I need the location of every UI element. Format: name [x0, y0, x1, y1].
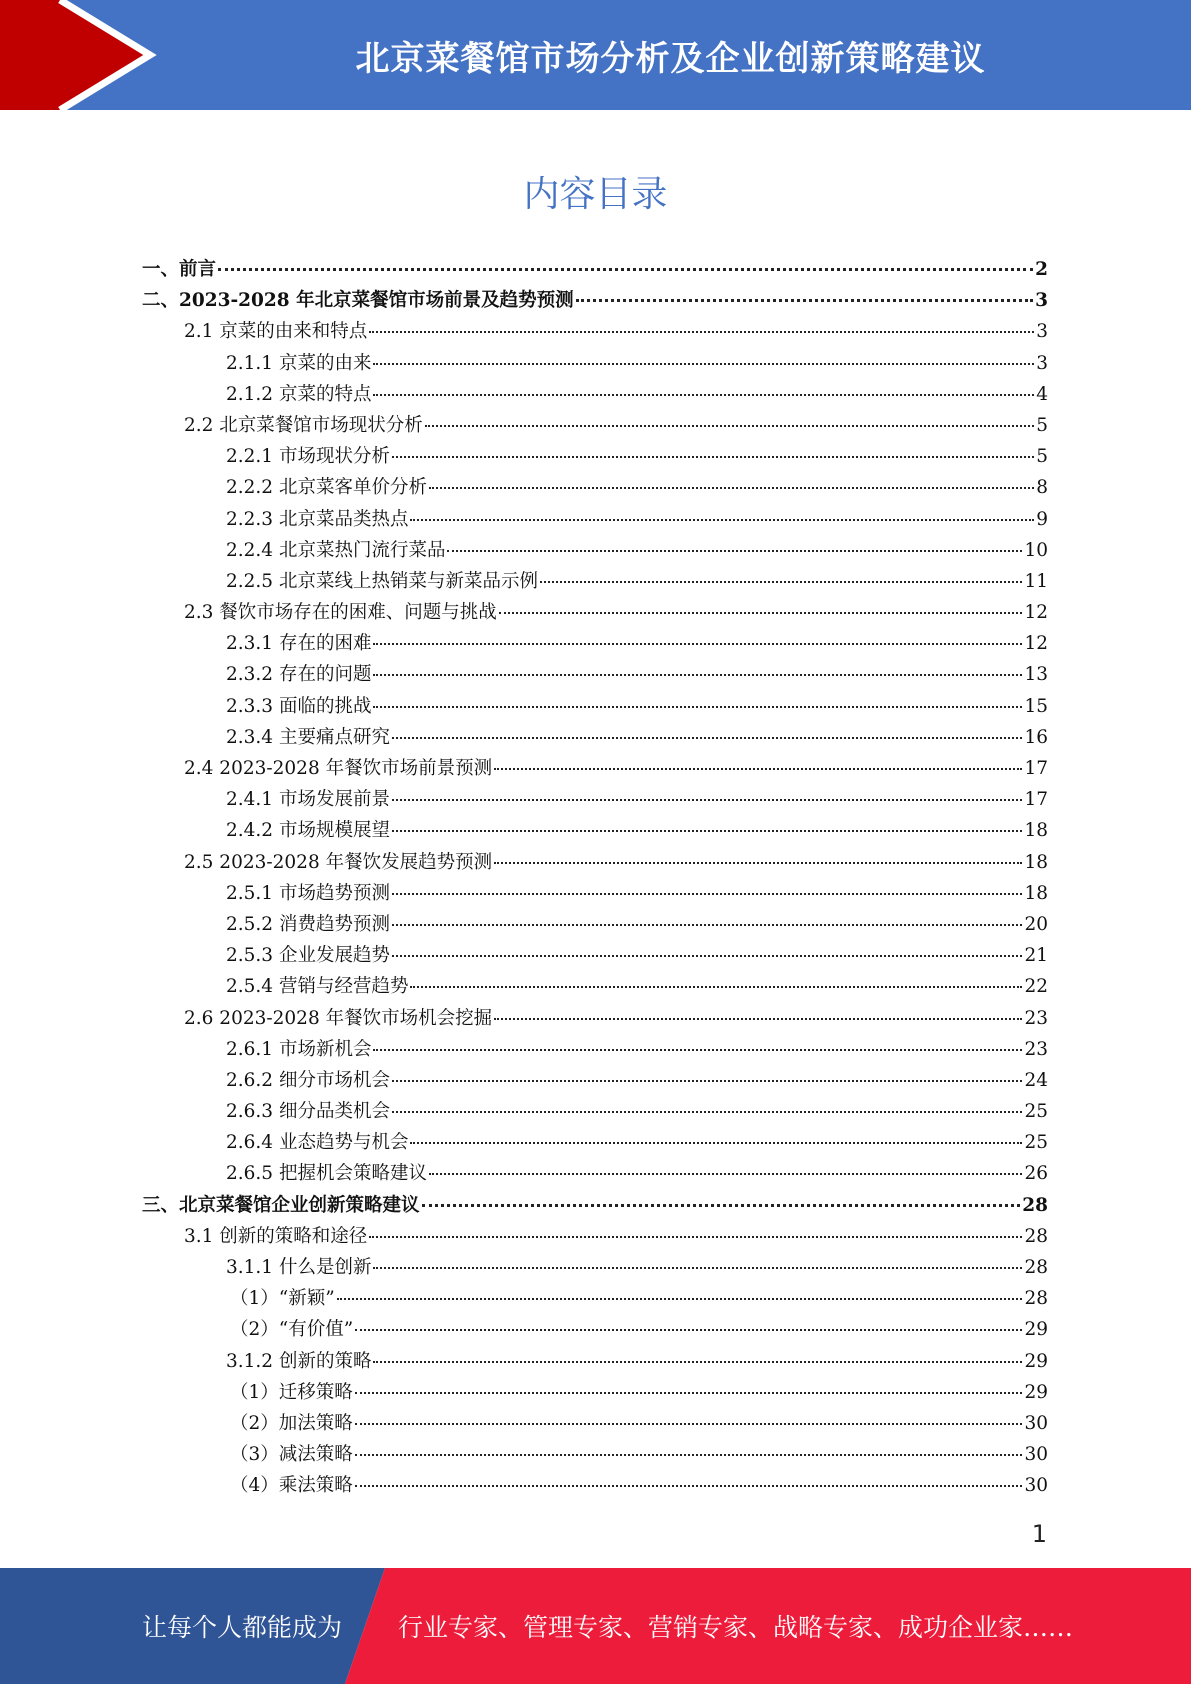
toc-leader-dots: [576, 299, 1034, 302]
toc-entry-label: （2）加法策略: [230, 1412, 353, 1434]
toc-entry-page: 28: [1024, 1257, 1048, 1278]
toc-entry[interactable]: [142, 692, 1048, 723]
toc-leader-dots: [410, 986, 1022, 988]
toc-leader-dots: [392, 830, 1022, 832]
toc-entry[interactable]: [142, 505, 1048, 536]
toc-entry-page: 30: [1024, 1444, 1048, 1466]
toc-leader-dots: [540, 581, 1022, 583]
toc-entry[interactable]: [142, 1471, 1048, 1502]
toc-entry[interactable]: [142, 879, 1048, 910]
toc-leader-dots: [373, 706, 1022, 708]
toc-entry-page: 11: [1024, 570, 1048, 592]
toc-entry[interactable]: [142, 1035, 1048, 1066]
toc-entry-label: 2.1.2 京菜的特点: [226, 383, 372, 405]
toc-entry[interactable]: [142, 536, 1048, 567]
toc-entry-label: 2.2.3 北京菜品类热点: [226, 508, 409, 530]
toc-entry-label: 三、北京菜餐馆企业创新策略建议: [142, 1194, 420, 1216]
toc-entry-label: 2.3.3 面临的挑战: [226, 695, 372, 717]
toc-entry-page: 5: [1036, 414, 1048, 436]
toc-entry-label: 2.3.4 主要痛点研究: [226, 726, 390, 748]
toc-entry[interactable]: [142, 629, 1048, 660]
toc-entry-label: 2.3.2 存在的问题: [226, 664, 372, 686]
toc-leader-dots: [373, 363, 1034, 365]
toc-entry-label: 2.6.4 业态趋势与机会: [226, 1132, 409, 1154]
toc-leader-dots: [494, 768, 1022, 770]
toc-entry[interactable]: [142, 785, 1048, 816]
toc-entry[interactable]: [142, 1440, 1048, 1471]
page-footer: [0, 1568, 1191, 1684]
toc-entry-label: （2）“有价值”: [230, 1319, 354, 1341]
toc-entry-page: 12: [1024, 602, 1048, 624]
toc-entry-page: 17: [1024, 789, 1048, 811]
toc-entry-label: 一、前言: [142, 259, 217, 280]
toc-entry[interactable]: [142, 598, 1048, 629]
toc-entry-label: 2.4.1 市场发展前景: [226, 789, 390, 811]
toc-entry-label: 2.3 餐饮市场存在的困难、问题与挑战: [184, 602, 497, 624]
toc-entry[interactable]: [142, 723, 1048, 754]
toc-entry[interactable]: [142, 317, 1048, 348]
toc-entry-label: （1）迁移策略: [230, 1381, 353, 1403]
toc-entry-page: 30: [1024, 1412, 1048, 1434]
toc-leader-dots: [373, 643, 1022, 645]
toc-entry[interactable]: [142, 442, 1048, 473]
toc-entry[interactable]: [142, 255, 1048, 286]
toc-entry-label: 3.1 创新的策略和途径: [184, 1225, 368, 1247]
toc-entry[interactable]: [142, 1128, 1048, 1159]
toc-entry[interactable]: [142, 1409, 1048, 1440]
toc-leader-dots: [392, 924, 1022, 926]
toc-entry-page: 17: [1024, 758, 1048, 779]
toc-entry-label: 二、2023-2028 年北京菜餐馆市场前景及趋势预测: [142, 290, 574, 312]
toc-leader-dots: [355, 1485, 1023, 1487]
toc-entry[interactable]: [142, 1347, 1048, 1378]
toc-entry[interactable]: [142, 567, 1048, 598]
toc-entry[interactable]: [142, 941, 1048, 972]
toc-leader-dots: [429, 1173, 1022, 1175]
toc-entry-label: （1）“新颖”: [230, 1288, 335, 1310]
toc-entry-label: 3.1.2 创新的策略: [226, 1350, 372, 1372]
toc-entry-page: 28: [1024, 1288, 1048, 1310]
toc-entry-page: 3: [1036, 321, 1048, 343]
toc-entry-page: 4: [1036, 383, 1048, 405]
toc-entry-page: 23: [1024, 1007, 1048, 1029]
toc-entry-page: 24: [1024, 1069, 1048, 1091]
page-number: 1: [1031, 1520, 1047, 1548]
toc-entry-page: 12: [1024, 633, 1048, 655]
toc-leader-dots: [425, 425, 1034, 427]
toc-entry-label: 2.3.1 存在的困难: [226, 633, 372, 655]
toc-entry[interactable]: [142, 380, 1048, 411]
toc-entry-page: 16: [1024, 726, 1048, 748]
toc-entry-page: 23: [1024, 1038, 1048, 1060]
toc-entry[interactable]: [142, 972, 1048, 1003]
toc-entry[interactable]: [142, 286, 1048, 317]
toc-entry-label: 2.6.3 细分品类机会: [226, 1101, 390, 1123]
toc-entry-page: 30: [1024, 1475, 1048, 1497]
toc-entry-label: 2.5.4 营销与经营趋势: [226, 976, 409, 998]
toc-leader-dots: [392, 1111, 1022, 1113]
toc-heading: 内容目录: [523, 174, 668, 215]
toc-entry-page: 18: [1024, 882, 1048, 904]
toc-leader-dots: [369, 1236, 1022, 1238]
toc-entry-label: 2.5.2 消费趋势预测: [226, 913, 390, 935]
toc-entry-label: 2.2.1 市场现状分析: [226, 446, 390, 468]
toc-entry[interactable]: [142, 848, 1048, 879]
toc-entry-label: 2.6 2023-2028 年餐饮市场机会挖掘: [184, 1007, 493, 1029]
toc-entry-label: 2.1 京菜的由来和特点: [184, 321, 368, 343]
toc-entry-page: 13: [1024, 664, 1048, 686]
toc-entry-page: 10: [1024, 539, 1048, 561]
table-of-contents: [142, 255, 1048, 1503]
toc-entry-label: 2.2.2 北京菜客单价分析: [226, 477, 427, 499]
toc-entry-label: 2.5.1 市场趋势预测: [226, 882, 390, 904]
toc-leader-dots: [392, 737, 1022, 739]
toc-leader-dots: [494, 862, 1022, 864]
toc-entry[interactable]: [142, 660, 1048, 691]
toc-leader-dots: [429, 487, 1034, 489]
toc-leader-dots: [373, 394, 1034, 396]
toc-entry[interactable]: [142, 910, 1048, 941]
toc-entry-page: 25: [1024, 1132, 1048, 1154]
footer-slogan-left: 让每个人都能成为: [142, 1613, 343, 1642]
toc-entry-label: 2.6.2 细分市场机会: [226, 1069, 390, 1091]
toc-entry-label: 2.5.3 企业发展趋势: [226, 945, 390, 967]
toc-leader-dots: [392, 893, 1022, 895]
toc-leader-dots: [337, 1298, 1023, 1300]
toc-entry[interactable]: [142, 1004, 1048, 1035]
toc-entry[interactable]: [142, 411, 1048, 442]
toc-leader-dots: [355, 1454, 1023, 1456]
toc-entry[interactable]: [142, 1253, 1048, 1284]
toc-entry[interactable]: [142, 1066, 1048, 1097]
toc-entry-page: 22: [1024, 976, 1048, 998]
toc-entry-page: 29: [1024, 1350, 1048, 1372]
toc-entry-label: （3）减法策略: [230, 1444, 353, 1466]
toc-entry[interactable]: [142, 1097, 1048, 1128]
toc-entry-page: 9: [1036, 508, 1048, 530]
toc-entry-page: 26: [1024, 1163, 1048, 1185]
toc-leader-dots: [355, 1329, 1022, 1331]
footer-slogan-right: 行业专家、管理专家、营销专家、战略专家、成功企业家……: [398, 1613, 1074, 1642]
toc-entry-page: 18: [1024, 851, 1048, 873]
toc-leader-dots: [494, 1018, 1022, 1020]
toc-entry-page: 3: [1036, 352, 1048, 374]
toc-entry-label: 2.2.5 北京菜线上热销菜与新菜品示例: [226, 570, 538, 592]
toc-entry-label: 3.1.1 什么是创新: [226, 1257, 372, 1278]
toc-entry-page: 20: [1024, 913, 1048, 935]
toc-entry[interactable]: [142, 816, 1048, 847]
toc-leader-dots: [410, 1142, 1022, 1144]
toc-leader-dots: [410, 519, 1034, 521]
toc-entry-page: 28: [1022, 1194, 1048, 1216]
toc-leader-dots: [373, 674, 1022, 676]
toc-leader-dots: [369, 331, 1034, 333]
toc-entry[interactable]: [142, 1159, 1048, 1190]
toc-entry[interactable]: [142, 1222, 1048, 1253]
toc-entry[interactable]: [142, 1191, 1048, 1222]
toc-entry[interactable]: [142, 1378, 1048, 1409]
toc-entry-page: 29: [1024, 1319, 1048, 1341]
toc-leader-dots: [392, 456, 1034, 458]
toc-leader-dots: [373, 1267, 1022, 1269]
toc-entry-label: 2.5 2023-2028 年餐饮发展趋势预测: [184, 851, 493, 873]
toc-entry-page: 5: [1036, 446, 1048, 468]
red-arrow-decoration: [0, 0, 160, 110]
toc-entry-page: 2: [1035, 259, 1048, 280]
toc-entry[interactable]: [142, 1284, 1048, 1315]
toc-leader-dots: [499, 612, 1023, 614]
toc-entry-label: 2.6.5 把握机会策略建议: [226, 1163, 427, 1185]
toc-entry[interactable]: [142, 754, 1048, 785]
toc-entry-page: 28: [1024, 1225, 1048, 1247]
toc-leader-dots: [355, 1392, 1023, 1394]
toc-entry-page: 8: [1036, 477, 1048, 499]
toc-leader-dots: [373, 1049, 1022, 1051]
toc-entry-page: 25: [1024, 1101, 1048, 1123]
toc-leader-dots: [392, 955, 1022, 957]
toc-entry[interactable]: [142, 349, 1048, 380]
toc-entry-page: 21: [1024, 945, 1048, 967]
toc-leader-dots: [392, 799, 1022, 801]
toc-leader-dots: [392, 1080, 1022, 1082]
toc-leader-dots: [447, 550, 1022, 552]
toc-entry-page: 29: [1024, 1381, 1048, 1403]
toc-entry-page: 15: [1024, 695, 1048, 717]
toc-entry-page: 18: [1024, 820, 1048, 842]
toc-leader-dots: [218, 268, 1033, 271]
toc-entry-label: 2.6.1 市场新机会: [226, 1038, 372, 1060]
toc-entry[interactable]: [142, 1315, 1048, 1346]
toc-entry[interactable]: [142, 473, 1048, 504]
toc-leader-dots: [355, 1423, 1023, 1425]
toc-entry-label: 2.4.2 市场规模展望: [226, 820, 390, 842]
toc-leader-dots: [422, 1204, 1021, 1207]
toc-entry-label: 2.2 北京菜餐馆市场现状分析: [184, 414, 423, 436]
toc-entry-label: （4）乘法策略: [230, 1475, 353, 1497]
document-title: 北京菜餐馆市场分析及企业创新策略建议: [355, 38, 986, 79]
toc-entry-label: 2.2.4 北京菜热门流行菜品: [226, 539, 446, 561]
toc-leader-dots: [373, 1361, 1022, 1363]
toc-entry-label: 2.4 2023-2028 年餐饮市场前景预测: [184, 758, 493, 779]
toc-entry-label: 2.1.1 京菜的由来: [226, 352, 372, 374]
toc-entry-page: 3: [1035, 290, 1048, 312]
page-header: [0, 0, 1191, 110]
